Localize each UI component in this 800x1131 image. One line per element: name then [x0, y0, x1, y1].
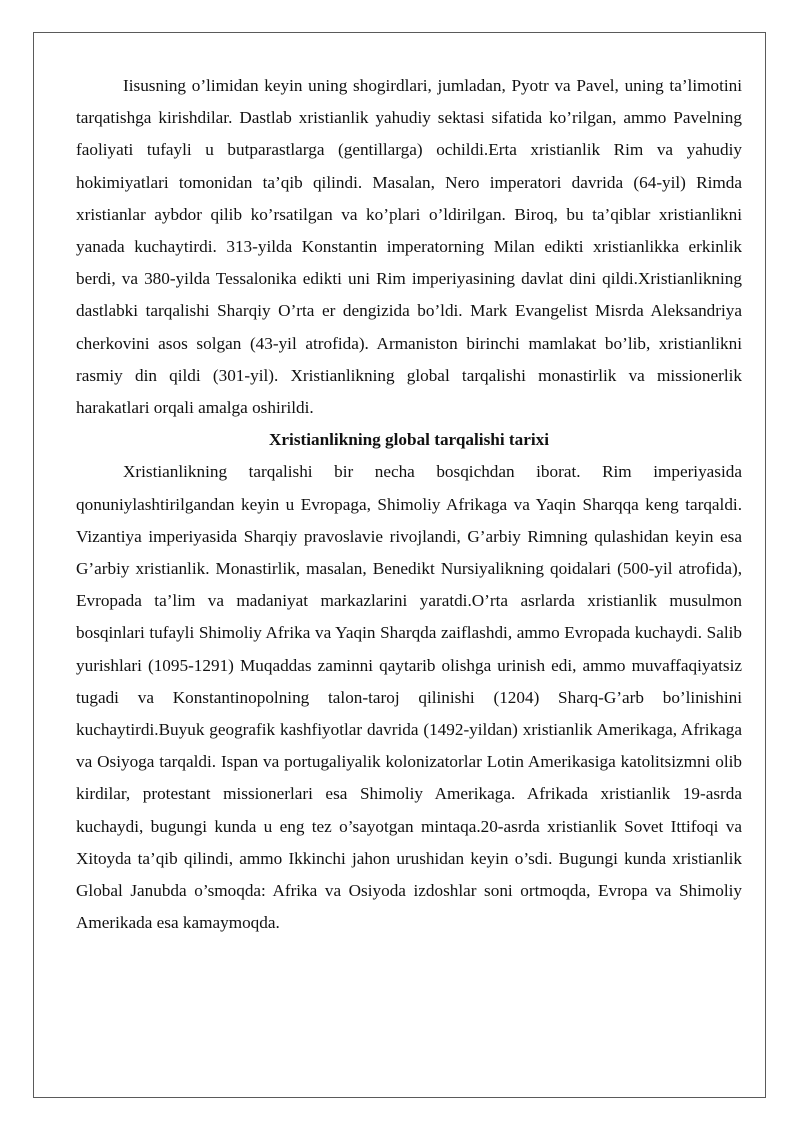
paragraph-global-spread: Xristianlikning tarqalishi bir necha bosqichdan iborat. Rim imperiyasida qonuniylashtirilgandan keyin u Evropaga, Shimoliy Afrikaga va Yaqin Sharqqa keng tarqaldi. Vizantiya imperiyasida Sharqiy pravoslavie rivojlandi, G’arbiy Rimning qulashidan keyin esa G’arbiy xristianlik. Monastirlik, masalan, Benedikt Nursiyalikning qoidalari (500-yil atrofida), Evropada ta’lim va madaniyat markazlarini yaratdi.O’rta asrlarda xristianlik musulmon bosqinlari tufayli Shimoliy Afrika va Yaqin Sharqda zaiflashdi, ammo Evropada kuchaydi. Salib yurishlari (1095-1291) Muqaddas zaminni qaytarib olishga urinish edi, ammo muvaffaqiyatsiz tugadi va Konstantinopolning talon-taroj qilinishi (1204) Sharq-G’arb bo’linishini kuchaytirdi.Buyuk geografik kashfiyotlar davrida (1492-yildan) xristianlik Amerikaga, Afrikaga va Osiyoga tarqaldi. Ispan va portugaliyalik kolonizatorlar Lotin Amerikasiga katolitsizmni olib kirdilar, protestant missionerlari esa Shimoliy Amerikaga. Afrikada xristianlik 19-asrda kuchaydi, bugungi kunda u eng tez o’sayotgan mintaqa.20-asrda xristianlik Sovet Ittifoqi va Xitoyda ta’qib qilindi, ammo Ikkinchi jahon urushidan keyin o’sdi. Bugungi kunda xristianlik Global Janubda o’smoqda: Afrika va Osiyoda izdoshlar soni ortmoqda, Evropa va Shimoliy Amerikada esa kamaymoqda. [76, 462, 742, 933]
section-heading: Xristianlikning global tarqalishi tarixi [269, 430, 549, 450]
paragraph-early-christianity: Iisusning o’limidan keyin uning shogirdlari, jumladan, Pyotr va Pavel, uning ta’limotini tarqatishga kirishdilar. Dastlab xristianlik yahudiy sektasi sifatida ko’rilgan, ammo Pavelning faoliyati tufayli u butparastlarga (gentillarga) ochildi.Erta xristianlik Rim va yahudiy hokimiyatlari tomonidan ta’qib qilindi. Masalan, Nero imperatori davrida (64-yil) Rimda xristianlar aybdor qilib ko’rsatilgan va ko’plari o’ldirilgan. Biroq, bu ta’qiblar xristianlikni yanada kuchaytirdi. 313-yilda Konstantin imperatorning Milan edikti xristianlikka erkinlik berdi, va 380-yilda Tessalonika edikti uni Rim imperiyasining davlat dini qildi.Xristianlikning dastlabki tarqalishi Sharqiy O’rta er dengizida bo’ldi. Mark Evangelist Misrda Aleksandriya cherkovini asos solgan (43-yil atrofida). Armaniston birinchi mamlakat bo’lib, xristianlikni rasmiy din qildi (301-yil). Xristianlikning global tarqalishi monastirlik va missionerlik harakatlari orqali amalga oshirildi. [76, 76, 742, 418]
document-body [76, 70, 742, 939]
